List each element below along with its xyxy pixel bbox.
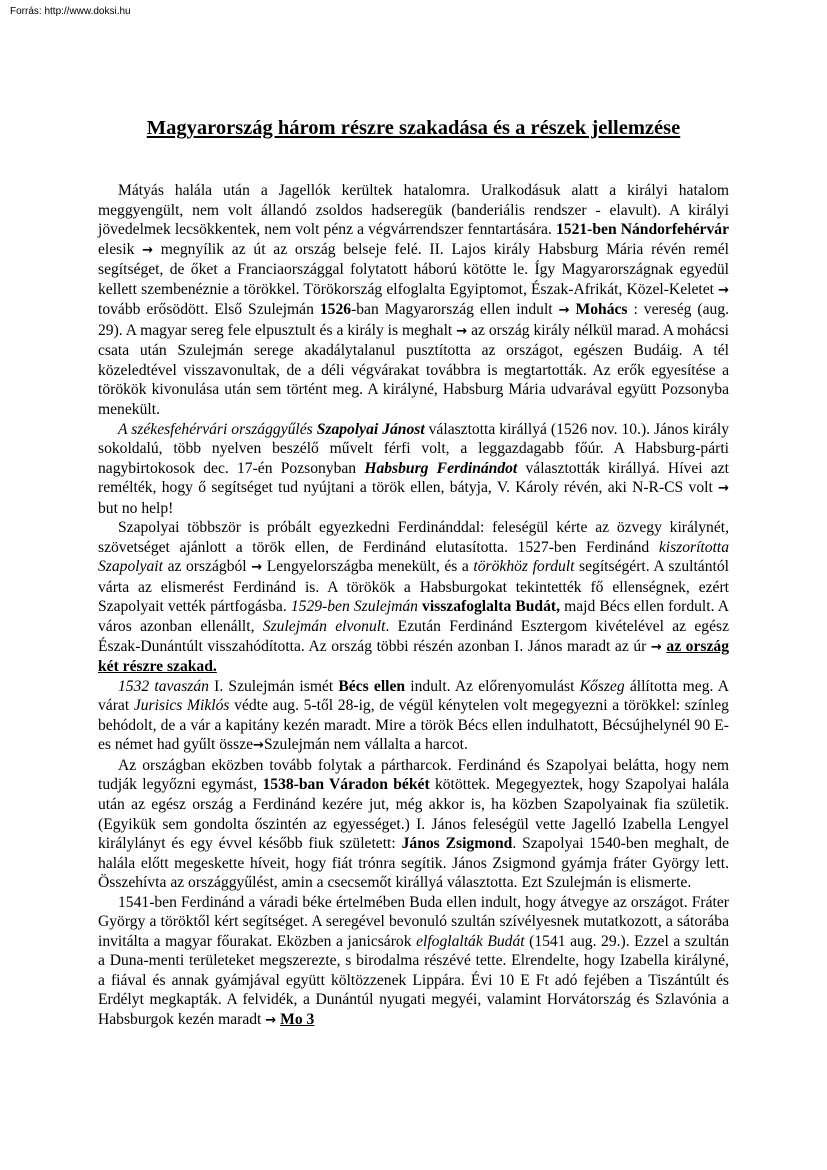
text: Az országban eközben tovább folytak a pártharcok. Ferdinánd és Szapolyai belátta, hogy nem tudják legyőzni egymást, bbox=[98, 756, 729, 794]
arrow-icon: → bbox=[558, 303, 570, 319]
text: választották királlyá. Hívei azt remélték, hogy ő segítséget tud nyújtani a török ellen, bátyja, V. Károly révén, aki N-R-CS volt bbox=[98, 459, 729, 497]
paragraph-1 bbox=[98, 181, 729, 420]
source-url: Forrás: http://www.doksi.hu bbox=[10, 6, 131, 17]
underlined-bold-text: az ország két részre szakad. bbox=[98, 637, 729, 676]
text: -ban Magyarország ellen indult bbox=[351, 301, 559, 319]
bold-text: Mohács bbox=[575, 301, 628, 319]
text: elesik bbox=[98, 240, 143, 258]
italic-text: kiszorította Szapolyait bbox=[98, 538, 729, 576]
underlined-bold-text: Mo 3 bbox=[280, 1010, 315, 1028]
italic-text: törökhöz fordult bbox=[473, 558, 575, 576]
paragraph-4 bbox=[98, 677, 729, 756]
italic-text: 1532 tavaszán bbox=[118, 677, 209, 695]
bold-italic-text: Habsburg Ferdinándot bbox=[364, 459, 518, 477]
paragraph-6 bbox=[98, 893, 729, 1031]
text: : vereség (aug. 29). A magyar sereg fele elpusztult és a király is meghalt bbox=[98, 301, 730, 339]
arrow-icon: → bbox=[142, 242, 154, 258]
text: segítségért. A szultántól várta az elismerést Ferdinánd is. A törökök a Habsburgokat tekintették fő ellenségnek, ezért Szapolyait vették pártfogásba. bbox=[98, 558, 729, 616]
text: állította meg. A várat bbox=[98, 677, 729, 715]
paragraph-5 bbox=[98, 756, 729, 893]
bold-text: 1538-ban Váradon békét bbox=[262, 776, 430, 794]
bold-text: János Zsigmond bbox=[401, 835, 513, 853]
document-body bbox=[98, 181, 729, 1031]
text: I. Szulejmán ismét bbox=[208, 677, 339, 695]
text: but no help! bbox=[98, 499, 174, 517]
text: az országból bbox=[162, 558, 252, 576]
arrow-icon: → bbox=[718, 282, 729, 298]
text: megnyílik az út az ország belseje felé. II. Lajos király Habsburg Mária révén remél segítséget, de őket a Franciaországgal folytatott háború kötötte le. Így Magyarországnak egyedül kellett szembenéznie a törökkel. Törökország elfoglalta Egyiptomot, Észak-Afrikát, Közel-Keletet bbox=[98, 240, 729, 298]
bold-text: 1521-ben Nándorfehérvár bbox=[555, 221, 729, 239]
arrow-icon: → bbox=[253, 738, 264, 754]
italic-text: 1529-ben Szulejmán bbox=[290, 598, 418, 616]
text: indult. Az előrenyomulást bbox=[405, 677, 580, 695]
italic-text: Jurisics Miklós bbox=[133, 697, 230, 715]
italic-text: A székesfehérvári országgyűlés bbox=[118, 420, 313, 438]
arrow-icon: → bbox=[718, 481, 729, 497]
paragraph-2 bbox=[98, 420, 729, 519]
text: . Ezután Ferdinánd Esztergom kivételével az egész Észak-Dunántúlt visszahódította. Az ország többi részén azonban I. János maradt az úr bbox=[98, 618, 730, 655]
bold-text: visszafoglalta Budát, bbox=[422, 598, 560, 616]
text: 1541-ben Ferdinánd a váradi béke értelmében Buda ellen indult, hogy átvegye az országot. Fráter György a töröktől kért segítséget. A seregével bevonuló szultán szívélyesnek mutatkozott, a sátorába invitálta a magyar főurakat. Eközben a janicsárok bbox=[98, 893, 729, 950]
text: (1541 aug. 29.). Ezzel a szultán a Duna-menti területeket megszerezte, s birodalma részévé tette. Elrendelte, hogy Izabella királyné, a fiával és annak gyámjával együtt költözzenek Lippára. Évi 10 E Ft adó fejében a Tiszántúlt és Erdélyt megkapták. A felvidék, a Dunántúl nyugati megyéi, valamint Horvátország és Szlavónia a Habsburgok kezén maradt bbox=[98, 932, 729, 1028]
page-title: Magyarország három részre szakadása és a részek jellemzése bbox=[146, 117, 681, 139]
italic-text: Kőszeg bbox=[579, 677, 625, 695]
italic-text: Szulejmán elvonult bbox=[262, 618, 386, 636]
text: védte aug. 5-től 28-ig, de végül kénytelen volt megegyezni a törökkel: színleg behódolt, de a vár a kapitány kezén maradt. Mire a török Bécs ellen indulhatott, Bécsújhelynél 90 E-es német had gyűlt össze bbox=[98, 697, 729, 754]
bold-text: Bécs ellen bbox=[338, 677, 406, 695]
text: Mátyás halála után a Jagellók kerültek hatalomra. Uralkodásuk alatt a királyi hatalom meggyengült, nem volt állandó zsoldos hadseregük (banderiális rendszer - elavult). A királyi jövedelmek lecsökkentek, nem volt pénz a végvárrendszer fenntartására. bbox=[98, 182, 729, 239]
bold-italic-text: Szapolyai Jánost bbox=[316, 420, 425, 438]
text: Szulejmán nem vállalta a harcot. bbox=[263, 736, 468, 754]
bold-text: 1526 bbox=[319, 301, 352, 319]
arrow-icon: → bbox=[265, 1012, 277, 1028]
italic-text: elfoglalták Budát bbox=[416, 932, 525, 950]
text: Lengyelországba menekült, és a bbox=[262, 558, 474, 576]
paragraph-3 bbox=[98, 518, 729, 676]
text: választotta királlyá (1526 nov. 10.). János király sokoldalú, több nyelven beszélő művelt férfi volt, a leggazdagabb főúr. A Habsburg-párti nagybirtokosok dec. 17-én Pozsonyban bbox=[98, 420, 729, 477]
arrow-icon: → bbox=[456, 323, 468, 339]
text: . Szapolyai 1540-ben meghalt, de halála előtt megeskette híveit, hogy fiát trónra segítik. János Zsigmond gyámja fráter György lett. Összehívta az országgyűlést, amin a csecsemőt királlyá választotta. Ezt Szulejmán is elismerte. bbox=[98, 835, 730, 892]
arrow-icon: → bbox=[251, 560, 263, 576]
arrow-icon: → bbox=[650, 639, 662, 655]
text: kötöttek. Megegyeztek, hogy Szapolyai halála után az egész ország a Ferdinánd kezére jut, még akkor is, ha közben Szapolyainak fia születik. (Egyikük sem gondolta őszintén az egyességet.) I. János feleségül vette Jagelló Izabella Lengyel királylányt és egy évvel később fiuk született: bbox=[98, 776, 730, 853]
text: tovább erősödött. Első Szulejmán bbox=[98, 301, 320, 319]
text: Szapolyai többször is próbált egyezkedni Ferdinánddal: feleségül kérte az özvegy királynét, szövetséget ajánlott a török ellen, de Ferdinánd elutasította. 1527-ben Ferdinánd bbox=[98, 519, 729, 556]
text: az ország király nélkül marad. A mohácsi csata után Szulejmán serege akadálytalanul pusztította az országot, egészen Budáig. A tél közeledtével visszavonultak, de a déli végvárakat továbbra is megtartották. Az erők egyesítése a törökök kivonulása után sem történt meg. A királyné, Habsburg Mária udvarával együtt Pozsonyba menekült. bbox=[98, 321, 730, 419]
text: majd Bécs ellen fordult. A város azonban ellenállt, bbox=[98, 598, 729, 636]
